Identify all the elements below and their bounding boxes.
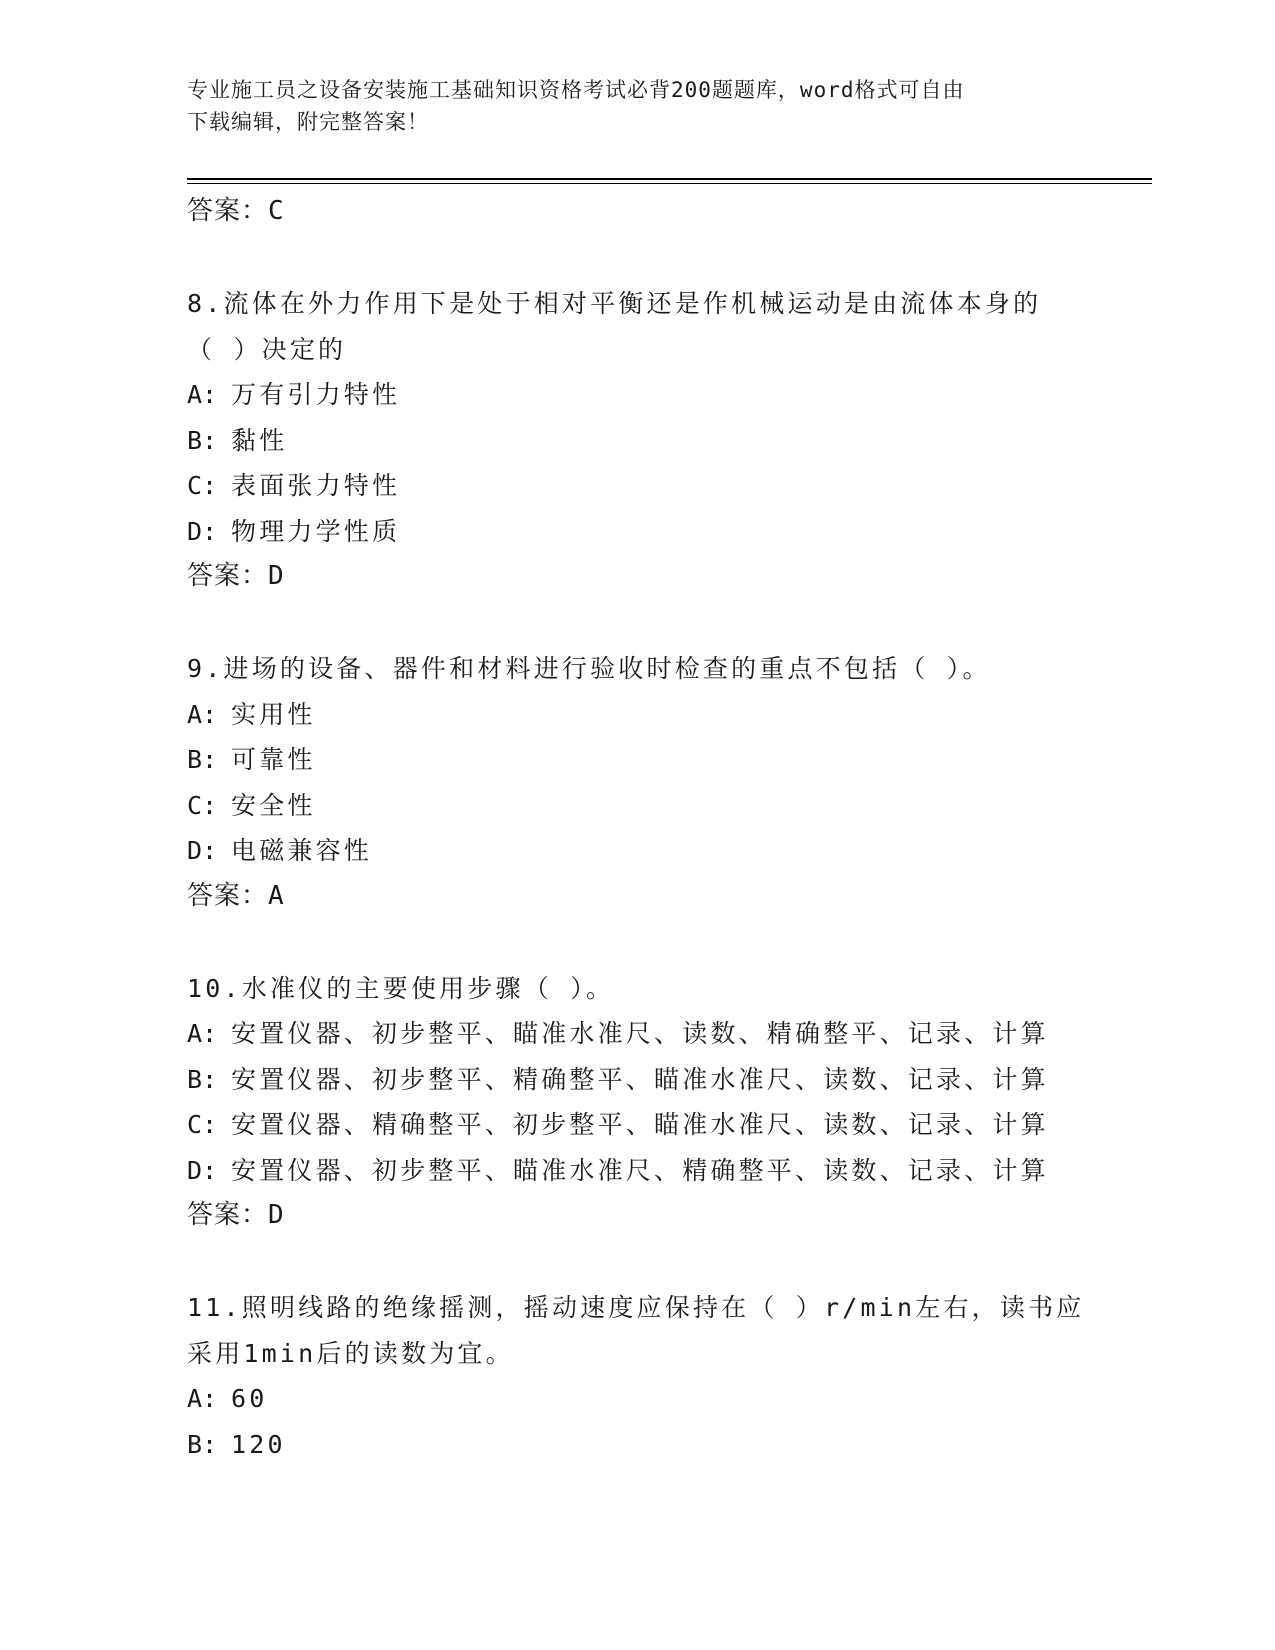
option-c <box>187 783 1107 829</box>
option-text: 实用性 <box>231 699 316 729</box>
question-9 <box>187 646 1107 919</box>
question-stem: 10.水准仪的主要使用步骤（ ）。 <box>187 973 615 1003</box>
option-text: 表面张力特性 <box>231 471 401 500</box>
option-b <box>187 737 1107 783</box>
option-key: B: <box>187 745 218 774</box>
option-text: 安置仪器、初步整平、精确整平、瞄准水准尺、读数、记录、计算 <box>231 1064 1049 1094</box>
option-a <box>187 372 1107 418</box>
option-d <box>187 1148 1107 1194</box>
question-stem: 8.流体在外力作用下是处于相对平衡还是作机械运动是由流体本身的 <box>187 289 1042 318</box>
answer-q10: 答案：D <box>187 1200 285 1230</box>
option-key: A: <box>187 380 218 409</box>
option-key: A: <box>187 699 218 729</box>
option-key: A: <box>187 1019 218 1048</box>
option-text: 120 <box>231 1429 286 1459</box>
option-c <box>187 463 1107 509</box>
question-8 <box>187 281 1107 600</box>
option-d <box>187 509 1107 555</box>
question-11 <box>187 1285 1107 1467</box>
option-a <box>187 1376 1107 1422</box>
option-key: B: <box>187 1064 218 1094</box>
option-text: 可靠性 <box>231 745 316 774</box>
option-key: A: <box>187 1384 218 1413</box>
option-text: 万有引力特性 <box>231 380 401 409</box>
option-key: C: <box>187 790 218 820</box>
option-key: D: <box>187 836 218 865</box>
question-list <box>187 189 1107 1467</box>
header-divider <box>187 178 1152 180</box>
document-header <box>187 74 1087 138</box>
answer-q9: 答案：A <box>187 880 285 911</box>
option-b <box>187 1057 1107 1103</box>
option-text: 电磁兼容性 <box>231 836 373 865</box>
question-stem: 11.照明线路的绝缘摇测，摇动速度应保持在（ ）r/min左右，读书应 <box>187 1293 1085 1322</box>
option-text: 物理力学性质 <box>231 516 401 546</box>
option-text: 黏性 <box>231 425 288 455</box>
option-text: 安全性 <box>231 790 316 820</box>
option-key: D: <box>187 516 218 546</box>
option-key: B: <box>187 1429 218 1459</box>
option-a <box>187 1011 1107 1057</box>
option-c <box>187 1102 1107 1148</box>
answer-q7: 答案：C <box>187 196 285 226</box>
question-10 <box>187 966 1107 1239</box>
header-line-1: 专业施工员之设备安装施工基础知识资格考试必背200题题库，word格式可自由 <box>187 78 965 102</box>
option-text: 安置仪器、精确整平、初步整平、瞄准水准尺、读数、记录、计算 <box>231 1110 1049 1139</box>
option-text: 安置仪器、初步整平、瞄准水准尺、精确整平、读数、记录、计算 <box>231 1155 1049 1185</box>
option-d <box>187 828 1107 874</box>
header-divider-thin <box>187 183 1152 184</box>
header-line-2: 下载编辑，附完整答案！ <box>187 110 429 134</box>
option-key: C: <box>187 1110 218 1139</box>
option-b <box>187 1422 1107 1468</box>
question-stem: 9.进场的设备、器件和材料进行验收时检查的重点不包括（ ）。 <box>187 654 991 683</box>
question-stem-cont: （ ）决定的 <box>187 334 347 364</box>
option-key: B: <box>187 425 218 455</box>
option-key: D: <box>187 1155 218 1185</box>
option-a <box>187 692 1107 738</box>
option-text: 60 <box>231 1384 268 1413</box>
question-stem-cont: 采用1min后的读数为宜。 <box>187 1338 514 1368</box>
answer-q8: 答案：D <box>187 561 285 591</box>
option-text: 安置仪器、初步整平、瞄准水准尺、读数、精确整平、记录、计算 <box>231 1019 1049 1048</box>
option-b <box>187 418 1107 464</box>
option-key: C: <box>187 471 218 500</box>
